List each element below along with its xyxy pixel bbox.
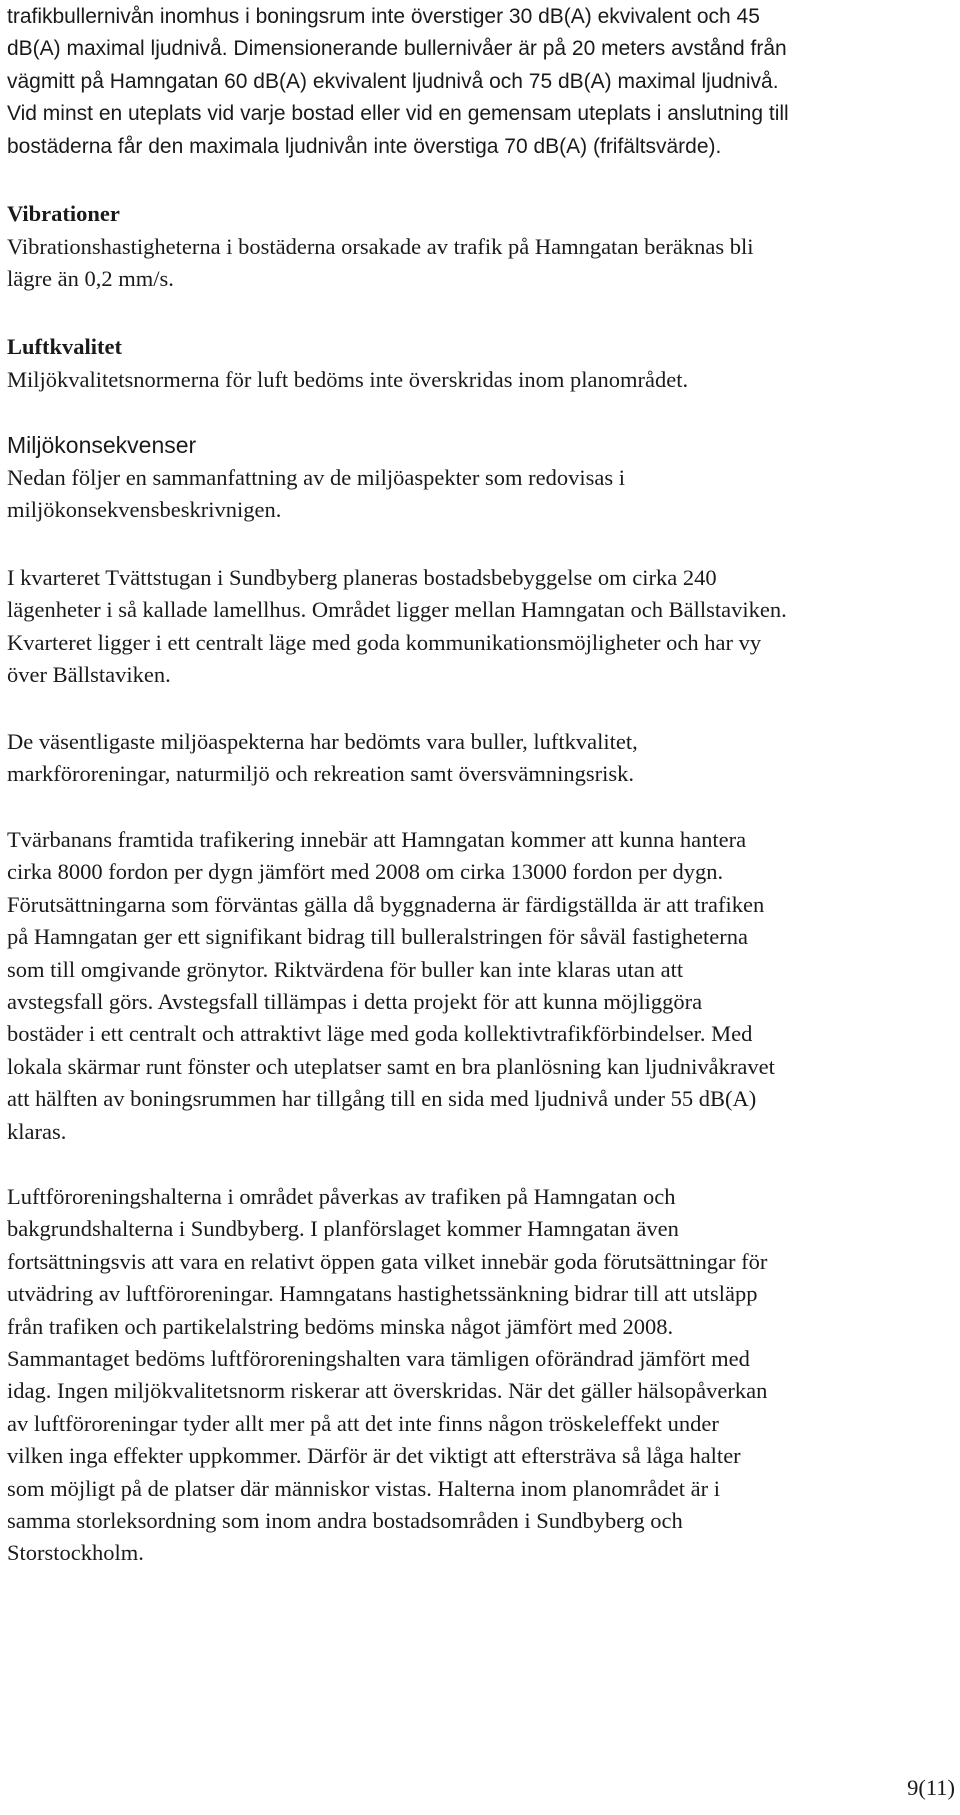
text-line: fortsättningsvis att vara en relativt öppen gata vilket innebär goda förutsättningar för (7, 1248, 768, 1274)
text-line: miljökonsekvensbeskrivnigen. (7, 497, 282, 523)
text-line: samma storleksordning som inom andra bostadsområden i Sundbyberg och (7, 1508, 683, 1534)
text-line: Tvärbanans framtida trafikering innebär att Hamngatan kommer att kunna hantera (7, 827, 747, 852)
text-line: cirka 8000 fordon per dygn jämfört med 2008 om cirka 13000 fordon per dygn. (7, 859, 724, 885)
text-line: vilken inga effekter uppkommer. Därför är det viktigt att eftersträva så låga halter (7, 1443, 741, 1469)
miljokonsekvenser-intro (7, 462, 625, 527)
text-line: på Hamngatan ger ett signifikant bidrag till bulleralstringen för såväl fastigheterna (7, 924, 749, 950)
text-line: lokala skärmar runt fönster och uteplatser samt en bra planlösning kan ljudnivåkravet (7, 1053, 775, 1079)
paragraph-project-description (7, 562, 787, 692)
text-line: markföroreningar, naturmiljö och rekreation samt översvämningsrisk. (7, 761, 635, 787)
text-line: dB(A) maximal ljudnivå. Dimensionerande bullernivåer är på 20 meters avstånd från (7, 37, 787, 61)
paragraph-traffic-noise (7, 824, 775, 1148)
vibrationer-heading: Vibrationer (7, 201, 120, 226)
text-line: Miljökvalitetsnormerna för luft bedöms inte överskridas inom planområdet. (7, 367, 689, 392)
text-line: idag. Ingen miljökvalitetsnorm riskerar att överskridas. När det gäller hälsopåverkan (7, 1378, 768, 1404)
text-line: Luftföroreningshalterna i området påverkas av trafiken på Hamngatan och (7, 1184, 676, 1209)
text-line: lägenheter i så kallade lamellhus. Området ligger mellan Hamngatan och Bällstaviken. (7, 597, 787, 623)
text-line: av luftföroreningar tyder allt mer på att det inte finns någon tröskeleffekt under (7, 1410, 719, 1436)
text-line: som möjligt på de platser där människor vistas. Halterna inom planområdet är i (7, 1475, 720, 1501)
paragraph-key-aspects (7, 726, 638, 791)
text-line: bakgrundshalterna i Sundbyberg. I planförslaget kommer Hamngatan även (7, 1216, 679, 1242)
text-line: Förutsättningarna som förväntas gälla då byggnaderna är färdigställda är att trafiken (7, 891, 765, 917)
vibrationer-paragraph (7, 231, 754, 296)
text-line: Vibrationshastigheterna i bostäderna orsakade av trafik på Hamngatan beräknas bli (7, 234, 754, 259)
luftkvalitet-heading: Luftkvalitet (7, 334, 122, 359)
text-line: bostäderna får den maximala ljudnivån inte överstiga 70 dB(A) (frifältsvärde). (7, 134, 722, 158)
luftkvalitet-paragraph (7, 364, 688, 396)
text-line: Vid minst en uteplats vid varje bostad eller vid en gemensam uteplats i anslutning till (7, 102, 789, 126)
text-line: klaras. (7, 1118, 67, 1144)
text-line: lägre än 0,2 mm/s. (7, 266, 174, 292)
text-line: Storstockholm. (7, 1540, 144, 1566)
text-line: bostäder i ett centralt och attraktivt läge med goda kollektivtrafikförbindelser. Med (7, 1021, 753, 1047)
text-line: som till omgivande grönytor. Riktvärdena för buller kan inte klaras utan att (7, 956, 684, 982)
text-line: De väsentligaste miljöaspekterna har bedömts vara buller, luftkvalitet, (7, 729, 638, 754)
miljokonsekvenser-heading: Miljökonsekvenser (7, 432, 197, 458)
text-line: trafikbullernivån inomhus i boningsrum inte överstiger 30 dB(A) ekvivalent och 45 (7, 5, 760, 28)
text-line: I kvarteret Tvättstugan i Sundbyberg planeras bostadsbebyggelse om cirka 240 (7, 565, 717, 590)
text-line: från trafiken och partikelalstring bedöms minska något jämfört med 2008. (7, 1313, 674, 1339)
text-line: utvädring av luftföroreningar. Hamngatans hastighetssänkning bidrar till att utsläpp (7, 1281, 758, 1307)
text-line: vägmitt på Hamngatan 60 dB(A) ekvivalent ljudnivå och 75 dB(A) maximal ljudnivå. (7, 69, 779, 93)
text-line: att hälften av boningsrummen har tillgång till en sida med ljudnivå under 55 dB(A) (7, 1086, 757, 1112)
text-line: Sammantaget bedöms luftföroreningshalten vara tämligen oförändrad jämfört med (7, 1346, 750, 1372)
page-number: 9(11) (907, 1775, 955, 1800)
noise-paragraph (7, 1, 789, 163)
text-line: Kvarteret ligger i ett centralt läge med goda kommunikationsmöjligheter och har vy (7, 629, 762, 655)
text-line: över Bällstaviken. (7, 662, 171, 688)
text-line: avstegsfall görs. Avstegsfall tillämpas i detta projekt för att kunna möjliggöra (7, 989, 703, 1015)
paragraph-air-quality (7, 1181, 767, 1570)
text-line: Nedan följer en sammanfattning av de miljöaspekter som redovisas i (7, 465, 625, 490)
